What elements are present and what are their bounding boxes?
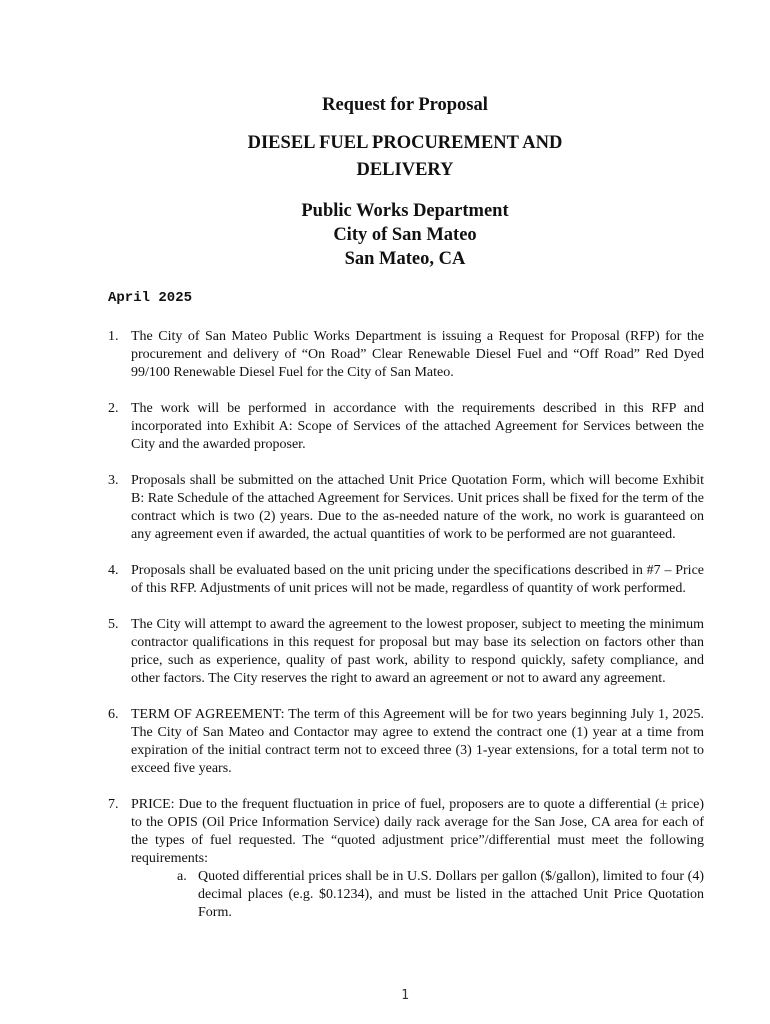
project-title-line1: DIESEL FUEL PROCUREMENT AND xyxy=(247,133,563,153)
list-item xyxy=(108,400,704,454)
list-item-number: 6. xyxy=(108,707,119,722)
location: San Mateo, CA xyxy=(344,249,466,269)
sub-list-item-text: Quoted differential prices shall be in U.S. Dollars per gallon ($/gallon), limited to four (4) decimal places (e.g. $0.1234), and must be listed in the attached Unit Price Quotation Form. xyxy=(198,869,704,920)
list-item xyxy=(108,472,704,544)
sub-list-item xyxy=(177,868,704,922)
list-item-text: The City of San Mateo Public Works Department is issuing a Request for Proposal (RFP) for the procurement and delivery of “On Road” Clear Renewable Diesel Fuel and “Off Road” Red Dyed 99/100 Renewable Diesel Fuel for the City of San Mateo. xyxy=(131,329,704,380)
document-date: April 2025 xyxy=(108,290,193,306)
department-name: Public Works Department xyxy=(301,201,509,221)
list-item-text: PRICE: Due to the frequent fluctuation in price of fuel, proposers are to quote a differential (± price) to the OPIS (Oil Price Information Service) daily rack average for the San Jose, CA area for each of the types of fuel requested. The “quoted adjustment price”/differential must meet the following requirements: xyxy=(131,797,704,866)
list-item-number: 7. xyxy=(108,797,119,812)
list-item-number: 5. xyxy=(108,617,119,632)
project-title xyxy=(0,130,770,184)
list-item-number: 3. xyxy=(108,473,119,488)
list-item-text: Proposals shall be evaluated based on the unit pricing under the specifications described in #7 – Price of this RFP. Adjustments of unit prices will not be made, regardless of quantity of work performed. xyxy=(131,563,704,596)
list-item xyxy=(108,706,704,778)
list-item-text: Proposals shall be submitted on the attached Unit Price Quotation Form, which will become Exhibit B: Rate Schedule of the attached Agreement for Services. Unit prices shall be fixed for the term of the contract which is two (2) years. Due to the as-needed nature of the work, no work is guaranteed on any agreement even if awarded, the actual quantities of work to be performed are not guaranteed. xyxy=(131,473,704,542)
list-item-text: TERM OF AGREEMENT: The term of this Agreement will be for two years beginning July 1, 2025. The City of San Mateo and Contactor may agree to extend the contract one (1) year at a time from expiration of the initial contract term not to exceed three (3) 1-year extensions, for a total term not to exceed five years. xyxy=(131,707,704,776)
list-item-number: 4. xyxy=(108,563,119,578)
list-item-text: The City will attempt to award the agreement to the lowest proposer, subject to meeting the minimum contractor qualifications in this request for proposal but may base its selection on factors other than price, such as experience, quality of past work, ability to respond quickly, safety compliance, and other factors. The City reserves the right to award an agreement or not to award any agreement. xyxy=(131,617,704,686)
project-title-line2: DELIVERY xyxy=(356,160,454,180)
issuer-block xyxy=(0,199,770,271)
city-name: City of San Mateo xyxy=(333,225,477,245)
numbered-list xyxy=(108,328,704,940)
document-title: Request for Proposal xyxy=(322,95,488,115)
list-item-number: 2. xyxy=(108,401,119,416)
list-item xyxy=(108,562,704,598)
page-number: 1 xyxy=(401,988,409,1003)
list-item xyxy=(108,796,704,922)
list-item-number: 1. xyxy=(108,329,119,344)
list-item-text: The work will be performed in accordance with the requirements described in this RFP and incorporated into Exhibit A: Scope of Services of the attached Agreement for Services between the City and the awarded proposer. xyxy=(131,401,704,452)
list-item xyxy=(108,616,704,688)
list-item xyxy=(108,328,704,382)
sub-list-item-letter: a. xyxy=(177,869,187,884)
